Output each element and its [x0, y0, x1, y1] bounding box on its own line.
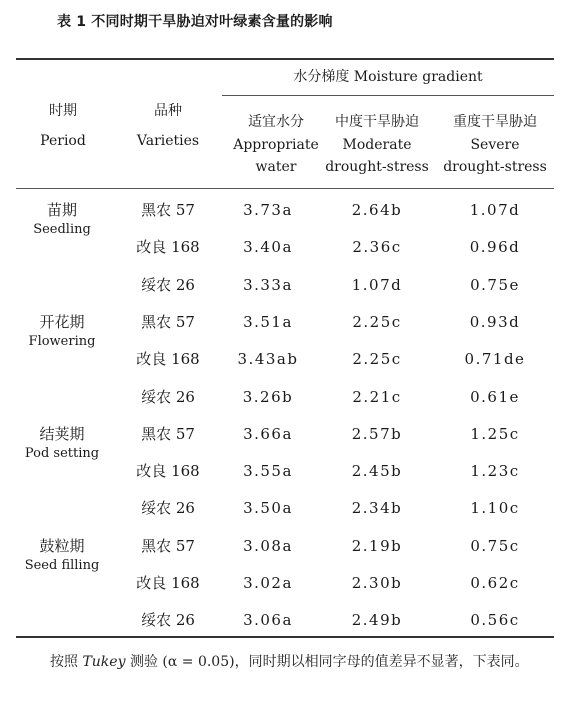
value-cell: 0.75e: [470, 275, 520, 294]
footnote-text-before: 按照: [50, 654, 83, 670]
period-name-en: Seedling: [33, 222, 91, 237]
value-cell: 0.71de: [464, 350, 526, 369]
variety-cell: 绥农 26: [141, 275, 195, 294]
footnote-test-name: Tukey: [82, 654, 126, 670]
value-cell: 3.40a: [243, 238, 293, 257]
value-cell: 2.64b: [351, 201, 403, 219]
value-cell: 3.02a: [243, 574, 293, 592]
treatment-header-en2: water: [255, 159, 297, 175]
varieties-header-cn: 品种: [154, 103, 182, 119]
header-bottom-rule: [16, 188, 554, 189]
value-cell: 3.73a: [243, 201, 293, 219]
value-cell: 3.51a: [243, 312, 293, 331]
value-cell: 3.33a: [243, 275, 293, 294]
value-cell: 2.45b: [351, 462, 403, 481]
treatment-header-cn: 中度干旱胁迫: [335, 114, 419, 130]
table-caption: 表 1 不同时期干旱胁迫对叶绿素含量的影响: [57, 14, 333, 30]
value-cell: 3.06a: [243, 611, 293, 630]
variety-cell: 改良 168: [136, 574, 200, 592]
value-cell: 3.08a: [243, 536, 293, 555]
value-cell: 0.96d: [469, 238, 521, 257]
value-cell: 3.50a: [243, 499, 293, 518]
period-name-en: Pod setting: [24, 445, 100, 461]
period-name-cn: 结荚期: [39, 424, 85, 443]
value-cell: 0.75c: [470, 536, 520, 555]
treatment-header-cn: 适宜水分: [248, 114, 304, 130]
value-cell: 3.66a: [243, 424, 293, 443]
treatment-header-en2: drought-stress: [443, 159, 547, 175]
variety-cell: 改良 168: [136, 350, 200, 369]
value-cell: 1.23c: [470, 462, 520, 481]
period-header-cn: 时期: [49, 103, 77, 119]
top-rule: [16, 58, 554, 60]
treatment-header-en1: Severe: [470, 137, 520, 153]
treatment-header-cn: 重度干旱胁迫: [453, 114, 537, 130]
value-cell: 3.26b: [242, 387, 294, 406]
moisture-gradient-header: 水分梯度 Moisture gradient: [293, 69, 483, 85]
variety-cell: 改良 168: [136, 238, 200, 257]
value-cell: 2.49b: [351, 611, 403, 630]
treatment-header-en1: Moderate: [342, 137, 412, 153]
value-cell: 0.56c: [470, 611, 520, 630]
value-cell: 2.57b: [351, 424, 403, 443]
value-cell: 1.10c: [470, 499, 520, 518]
variety-cell: 黑农 57: [141, 312, 195, 331]
period-name-cn: 苗期: [46, 201, 77, 219]
variety-cell: 黑农 57: [141, 201, 195, 219]
value-cell: 0.62c: [470, 574, 520, 592]
varieties-header-en: Varieties: [136, 133, 200, 149]
treatment-header-en1: Appropriate: [233, 137, 319, 153]
value-cell: 1.07d: [469, 201, 521, 219]
value-cell: 2.36c: [352, 238, 402, 257]
variety-cell: 改良 168: [136, 462, 200, 481]
treatment-header-en2: drought-stress: [325, 159, 429, 175]
variety-cell: 绥农 26: [141, 387, 195, 406]
gradient-rule: [222, 95, 554, 96]
value-cell: 3.55a: [243, 462, 293, 481]
value-cell: 3.43ab: [237, 350, 299, 369]
value-cell: 2.25c: [352, 350, 402, 369]
value-cell: 1.25c: [470, 424, 520, 443]
period-name-cn: 开花期: [39, 312, 85, 331]
value-cell: 2.30b: [351, 574, 403, 592]
period-name-cn: 鼓粒期: [39, 536, 85, 555]
value-cell: 2.19b: [351, 536, 403, 555]
value-cell: 2.21c: [352, 387, 402, 406]
value-cell: 1.07d: [351, 275, 403, 294]
value-cell: 0.61e: [470, 387, 520, 406]
bottom-rule: [16, 636, 554, 638]
period-name-en: Flowering: [28, 333, 96, 349]
period-name-en: Seed filling: [24, 557, 100, 573]
variety-cell: 绥农 26: [141, 499, 195, 518]
value-cell: 2.25c: [352, 312, 402, 331]
value-cell: 2.34b: [351, 499, 403, 518]
table-footnote: [22, 648, 552, 677]
variety-cell: 绥农 26: [141, 611, 195, 630]
value-cell: 0.93d: [469, 312, 521, 331]
variety-cell: 黑农 57: [141, 536, 195, 555]
footnote-text-after: 测验 (α = 0.05)，同时期以相同字母的值差异不显著，下表同。: [125, 654, 529, 670]
variety-cell: 黑农 57: [141, 424, 195, 443]
period-header-en: Period: [40, 133, 86, 149]
